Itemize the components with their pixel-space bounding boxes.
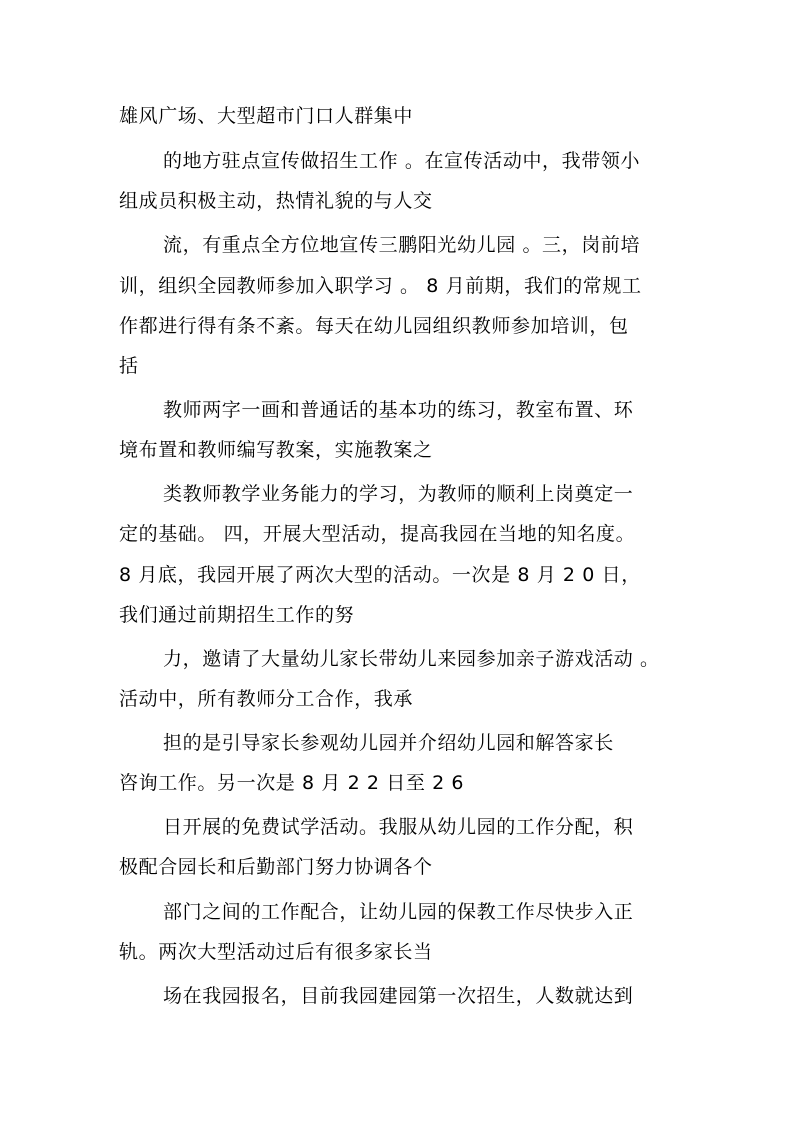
- text-line: 极配合园长和后勤部门努力协调各个: [119, 856, 433, 878]
- text-line: 我们通过前期招生工作的努: [119, 604, 355, 626]
- text-line: 日开展的免费试学活动。我服从幼儿园的工作分配，积: [163, 816, 634, 838]
- text-line: 咨询工作。另一次是 8 月 2 2 日至 2 6: [119, 772, 465, 794]
- text-line: 的地方驻点宣传做招生工作 。在宣传活动中，我带领小: [163, 150, 641, 172]
- text-line: 教师两字一画和普通话的基本功的练习，教室布置、环: [163, 399, 634, 421]
- text-line: 雄风广场、大型超市门口人群集中: [119, 105, 414, 127]
- text-line: 定的基础。 四，开展大型活动，提高我园在当地的知名度。: [119, 523, 636, 545]
- text-line: 场在我园报名，目前我园建园第一次招生，人数就达到: [163, 985, 634, 1007]
- text-line: 类教师教学业务能力的学习，为教师的顺利上岗奠定一: [163, 483, 634, 505]
- text-line: 训，组织全园教师参加入职学习 。 8 月前期，我们的常规工: [119, 275, 642, 297]
- text-line: 担的是引导家长参观幼儿园并介绍幼儿园和解答家长: [163, 732, 614, 754]
- text-line: 轨。两次大型活动过后有很多家长当: [119, 941, 433, 963]
- text-line: 部门之间的工作配合，让幼儿园的保教工作尽快步入正: [163, 901, 634, 923]
- text-line: 作都进行得有条不紊。每天在幼儿园组织教师参加培训，包: [119, 315, 629, 337]
- text-line: 活动中，所有教师分工合作，我承: [119, 688, 414, 710]
- text-line: 8 月底，我园开展了两次大型的活动。一次是 8 月 2 0 日，: [119, 564, 641, 586]
- text-line: 力，邀请了大量幼儿家长带幼儿来园参加亲子游戏活动 。: [163, 648, 660, 670]
- text-line: 组成员积极主动，热情礼貌的与人交: [119, 190, 433, 212]
- text-line: 境布置和教师编写教案，实施教案之: [119, 439, 433, 461]
- text-line: 括: [119, 355, 139, 377]
- text-line: 流，有重点全方位地宣传三鹏阳光幼儿园 。三，岗前培: [163, 234, 641, 256]
